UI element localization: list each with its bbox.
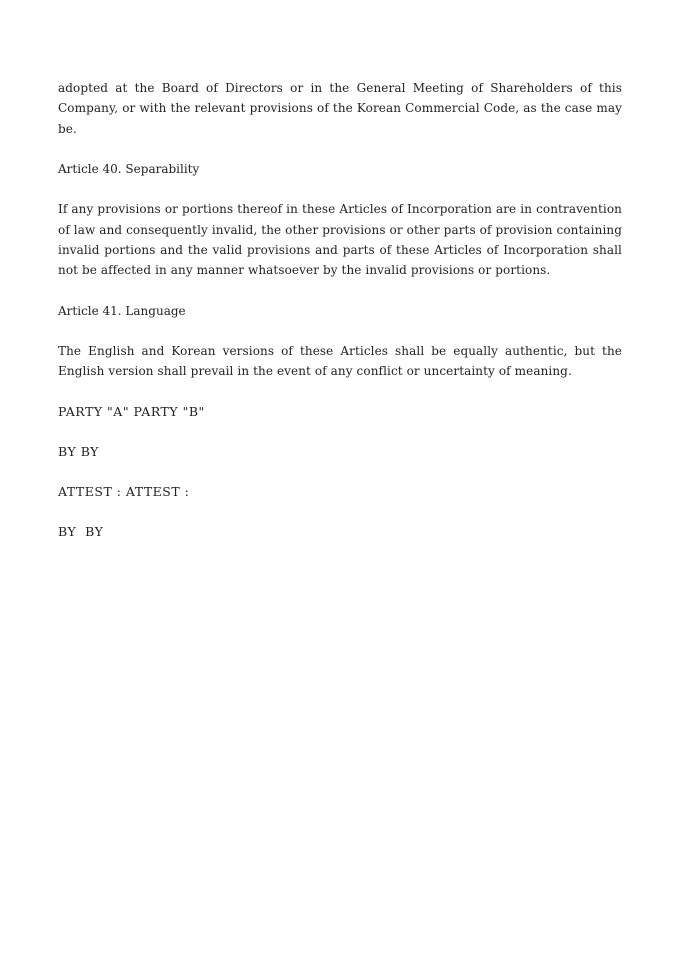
spacer xyxy=(58,382,622,402)
spacer xyxy=(58,422,622,442)
article-40-body: If any provisions or portions thereof in these Articles of Incorporation are in contravention of law and consequently invalid, the other provisions or other parts of provision containing invalid portions and the valid provisions and parts of these Articles of Incorporation shall not be affected in any manner whatsoever by the invalid provisions or portions. xyxy=(58,202,622,278)
signature-parties: PARTY "A" PARTY "B" xyxy=(58,403,205,419)
article-40-heading: Article 40. Separability xyxy=(58,162,200,177)
spacer xyxy=(58,281,622,301)
document-page xyxy=(58,78,622,542)
spacer xyxy=(58,462,622,482)
spacer xyxy=(58,179,622,199)
signature-by-line-1: BY BY xyxy=(58,443,99,459)
signature-attest: ATTEST : ATTEST : xyxy=(58,483,190,499)
spacer xyxy=(58,139,622,159)
article-41-body: The English and Korean versions of these Articles shall be equally authentic, but the English version shall prevail in the event of any conflict or uncertainty of meaning. xyxy=(58,343,622,379)
signature-by-line-2: BY BY xyxy=(58,523,104,539)
article-41-heading: Article 41. Language xyxy=(58,303,186,318)
spacer xyxy=(58,321,622,341)
spacer xyxy=(58,502,622,522)
paragraph-continuation: adopted at the Board of Directors or in the General Meeting of Shareholders of this Company, or with the relevant provisions of the Korean Commercial Code, as the case may be. xyxy=(58,81,622,136)
